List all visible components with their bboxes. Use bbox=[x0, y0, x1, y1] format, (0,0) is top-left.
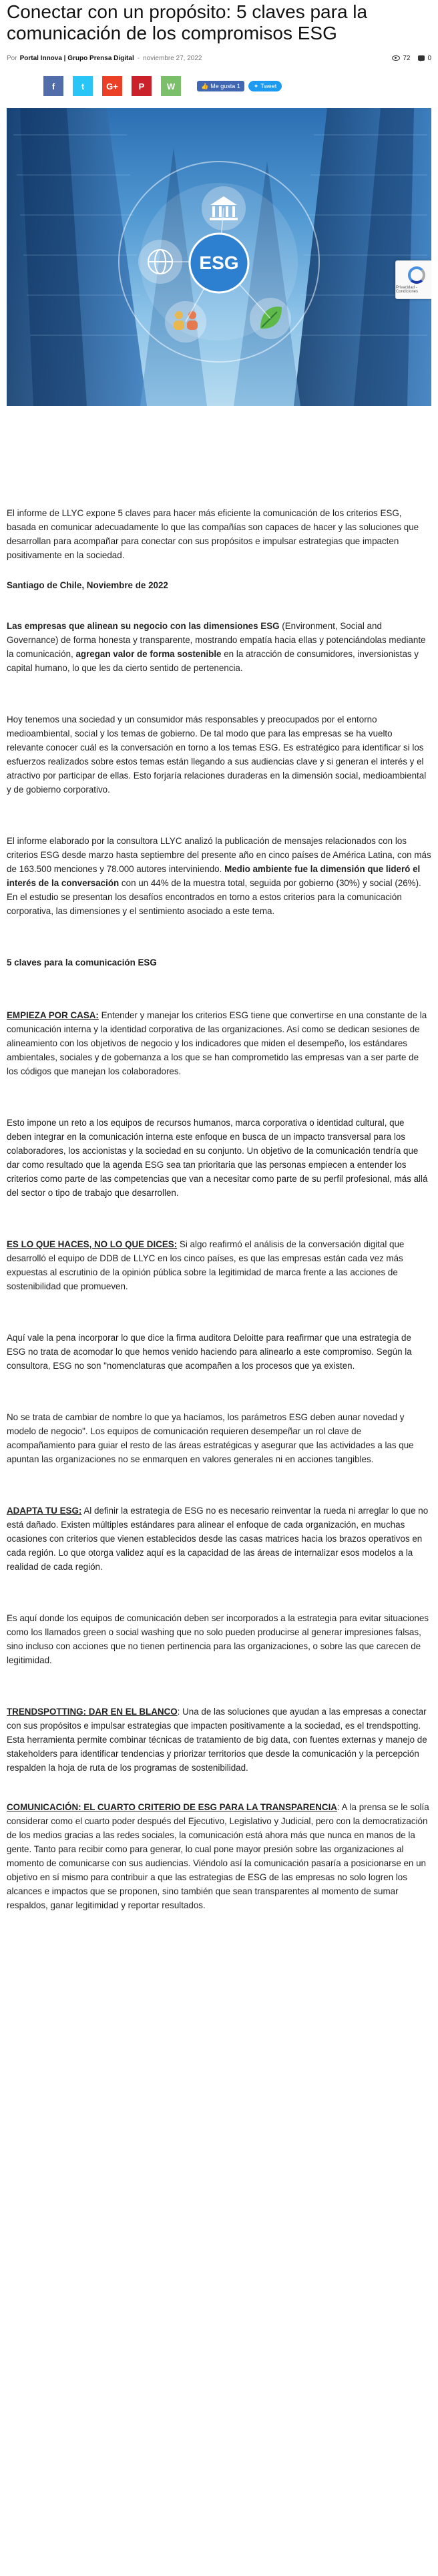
thumbs-up-icon: 👍 bbox=[201, 82, 209, 89]
clave-4 bbox=[7, 1705, 431, 1775]
google-plus-share-button[interactable]: G+ bbox=[102, 76, 122, 96]
p2-text-d: en la atracción de consumidores, inversionistas y capital humano, lo que les da cierto sentido de pertenencia. bbox=[7, 649, 419, 673]
paragraph-society: Hoy tenemos una sociedad y un consumidor más responsables y preocupados por el entorno medioambiental, social y los temas de gobierno. De tal modo que para las empresas se ha vuelto relevante conocer cuál es la conversación en torno a los temas ESG. Es estratégico para identificar si los esfuerzos realizados sobre estos temas están llegando a sus audiencias clave y si generan el interés y el atractivo por participar de ellas. Esto forjaría relaciones duraderas en la dimensión social, medioambiental y de gobierno corporativo. bbox=[7, 714, 427, 795]
clave-2-text: Si algo reafirmó el análisis de la conversación digital que desarrolló el equipo de DDB de LLYC en los cinco países, es que las empresas están cada vez más expuestas al escrutinio de la opinión pública sobre la legitimidad de marca frente a las acciones de sostenibilidad que promueven. bbox=[7, 1239, 405, 1291]
clave-3-heading: ADAPTA TU ESG: bbox=[7, 1506, 82, 1516]
facebook-share-button[interactable]: f bbox=[43, 76, 63, 96]
clave-4-heading: TRENDSPOTTING: DAR EN EL BLANCO bbox=[7, 1707, 178, 1717]
views-stat bbox=[392, 55, 410, 62]
clave-1-paragraph-2: Esto impone un reto a los equipos de recursos humanos, marca corporativa o identidad cultural, que deben integrar en la comunicación interna este enfoque en busca de un impacto transversal para los colaboradores, los accionistas y la sociedad en su conjunto. Un objetivo de la comunicación tendría que dar como resultado que la agenda ESG sea tan prioritaria que las personas empiecen a entender los criterios como parte de las competencias que van a necesitar como parte de su perfil profesional, más allá del sector o tipo de trabajo que desarrollen. bbox=[7, 1118, 428, 1198]
recaptcha-badge[interactable] bbox=[395, 260, 431, 299]
eye-icon bbox=[392, 55, 400, 61]
whatsapp-share-button[interactable]: W bbox=[161, 76, 181, 96]
clave-1-heading: EMPIEZA POR CASA: bbox=[7, 1010, 99, 1020]
article-meta bbox=[7, 53, 431, 63]
paragraph-report bbox=[7, 834, 431, 918]
views-count: 72 bbox=[403, 54, 411, 62]
facebook-like-button[interactable] bbox=[197, 81, 244, 91]
dateline-text: Santiago de Chile, Noviembre de 2022 bbox=[7, 580, 168, 590]
tweet-label: Tweet bbox=[260, 83, 277, 89]
article-stats bbox=[392, 55, 431, 62]
heading-claves bbox=[7, 955, 431, 970]
p2-bold-c: agregan valor de forma sostenible bbox=[75, 649, 222, 659]
author-link[interactable]: Portal Innova | Grupo Prensa Digital bbox=[19, 54, 134, 62]
pinterest-share-button[interactable]: P bbox=[132, 76, 152, 96]
article-body bbox=[7, 506, 431, 1912]
esg-label: ESG bbox=[199, 252, 239, 273]
heading-claves-text: 5 claves para la comunicación ESG bbox=[7, 957, 157, 968]
comments-stat[interactable] bbox=[418, 55, 431, 62]
tweet-button[interactable] bbox=[248, 81, 282, 91]
dateline bbox=[7, 578, 431, 592]
p4-text-a: El informe elaborado por la consultora LLYC analizó la publicación de mensajes relacionados con los criterios ESG desde marzo hasta septiembre del presente año en cinco países de América Latina, con más de 163.500 menciones y 78.000 autores interviniendo. bbox=[7, 836, 431, 874]
paragraph-intro: El informe de LLYC expone 5 claves para hacer más eficiente la comunicación de los criterios ESG, basada en comunicar adecuadamente lo que las compañías son capaces de hacer y las soluciones que desarrollan para acompañar para conectar con sus propósitos e impulsar estrategias que impacten positivamente en la sociedad. bbox=[7, 508, 419, 560]
clave-3-text: Al definir la estrategia de ESG no es necesario reinventar la rueda ni arreglar lo que no está dañado. Existen múltiples estándares para alinear el enfoque de cada organización, en muchas ocasiones con criterios que vienen establecidos desde las casas matrices hacia los brazos operativos en cada región. Lo que otorga validez aquí es la capacidad de las áreas de internalizar esos modelos a la realidad de cada región. bbox=[7, 1506, 429, 1572]
article-date: noviembre 27, 2022 bbox=[143, 54, 202, 62]
comments-count: 0 bbox=[427, 54, 431, 62]
clave-1 bbox=[7, 1008, 431, 1078]
meta-separator: - bbox=[137, 54, 140, 62]
clave-5 bbox=[7, 1800, 431, 1912]
recaptcha-icon bbox=[408, 266, 425, 284]
recaptcha-text: Privacidad - Condiciones bbox=[396, 285, 419, 294]
share-bar bbox=[43, 76, 431, 96]
clave-5-heading: COMUNICACIÓN: EL CUARTO CRITERIO DE ESG PARA LA TRANSPARENCIA bbox=[7, 1802, 337, 1812]
twitter-share-button[interactable]: t bbox=[73, 76, 93, 96]
p4-text-c: con un 44% de la muestra total, seguida por gobierno (30%) y social (26%). En el estudio se presentan los desafíos encontrados en torno a estos criterios para la comunicación corporativa, las dimensiones y el sentimiento asociado a este tema. bbox=[7, 878, 421, 916]
comment-icon bbox=[418, 55, 425, 61]
p2-text-b: (Environment, Social and Governance) de forma honesta y transparente, mostrando empatía hacia ellas y potenciándolas mediante la comunicación, bbox=[7, 621, 426, 659]
hero-image bbox=[7, 108, 431, 406]
clave-4-text: : Una de las soluciones que ayudan a las empresas a conectar con sus propósitos e impulsar estrategias que impacten positivamente a la sociedad, es el trendspotting. Esta herramienta permite combinar técnicas de tratamiento de big data, con fuentes externas y manejo de stakeholders para identificar tendencias y priorizar territorios que desde la comunicación y la percepción respalden la hoja de ruta de los programas de sostenibilidad. bbox=[7, 1707, 427, 1773]
article-title: Conectar con un propósito: 5 claves para la comunicación de los compromisos ESG bbox=[7, 1, 368, 43]
clave-2-heading: ES LO QUE HACES, NO LO QUE DICES: bbox=[7, 1239, 178, 1249]
p2-bold-a: Las empresas que alinean su negocio con las dimensiones ESG bbox=[7, 621, 280, 631]
clave-3-paragraph-2: Es aquí donde los equipos de comunicación deben ser incorporados a la estrategia para evitar situaciones como los llamados green o social washing que no solo pueden producirse al generar impresiones falsas, sino incluso con acciones que no tienen pertinencia para las organizaciones, o sobre las que carecen de legitimidad. bbox=[7, 1613, 429, 1665]
bird-icon: ✦ bbox=[253, 82, 259, 89]
clave-3 bbox=[7, 1504, 431, 1574]
like-label: Me gusta 1 bbox=[210, 83, 240, 89]
clave-5-text: : A la prensa se le solía considerar como el cuarto poder después del Ejecutivo, Legislativo y Judicial, pero con la democratización de los medios gracias a las redes sociales, la comunicación está ahora más que nunca en manos de la gente. Tanto para recibir como para generar, lo cual pone mayor presión sobre las organizaciones al momento de comunicarse con sus audiencias. Viéndolo así la comunicación pasaría a posicionarse en un objetivo en sí mismo para contribuir a que las estrategias de ESG de las empresas no solo logren los alcances e impactos que se proponen, sino también que sean transparentes al momento de sumar respaldos, ganar legitimidad y reportar resultados. bbox=[7, 1802, 429, 1910]
clave-1-text: Entender y manejar los criterios ESG tiene que convertirse en una constante de la comunicación interna y la identidad corporativa de las organizaciones. Así como se dedican sesiones de alineamiento con los objetivos de negocio y los indicadores que miden el desempeño, los estándares ambientales, sociales y de gobernanza a los que se han comprometido las empresas van a ser parte de los códigos que manejan los colaboradores. bbox=[7, 1010, 427, 1076]
p4-bold-b: Medio ambiente fue la dimensión que lideró el interés de la conversación bbox=[7, 864, 421, 888]
clave-2-paragraph-2: Aquí vale la pena incorporar lo que dice la firma auditora Deloitte para reafirmar que una estrategia de ESG no trata de acomodar lo que hemos venido haciendo para alinearlo a este compromiso. Según la consultora, ESG no son "nomenclaturas que acompañen a los procesos que ya existen. bbox=[7, 1333, 412, 1371]
clave-2-paragraph-3: No se trata de cambiar de nombre lo que ya hacíamos, los parámetros ESG deben aunar novedad y modelo de negocio". Los equipos de comunicación requieren desempeñar un rol clave de acompañamiento para guiar el resto de las áreas estratégicas y asegurar que las actividades a las que apuntan las organizaciones no se enmarquen en valores generales ni en acciones tangibles. bbox=[7, 1412, 414, 1464]
clave-2 bbox=[7, 1237, 431, 1293]
by-label: Por bbox=[7, 54, 17, 62]
paragraph-esg-value bbox=[7, 619, 431, 675]
